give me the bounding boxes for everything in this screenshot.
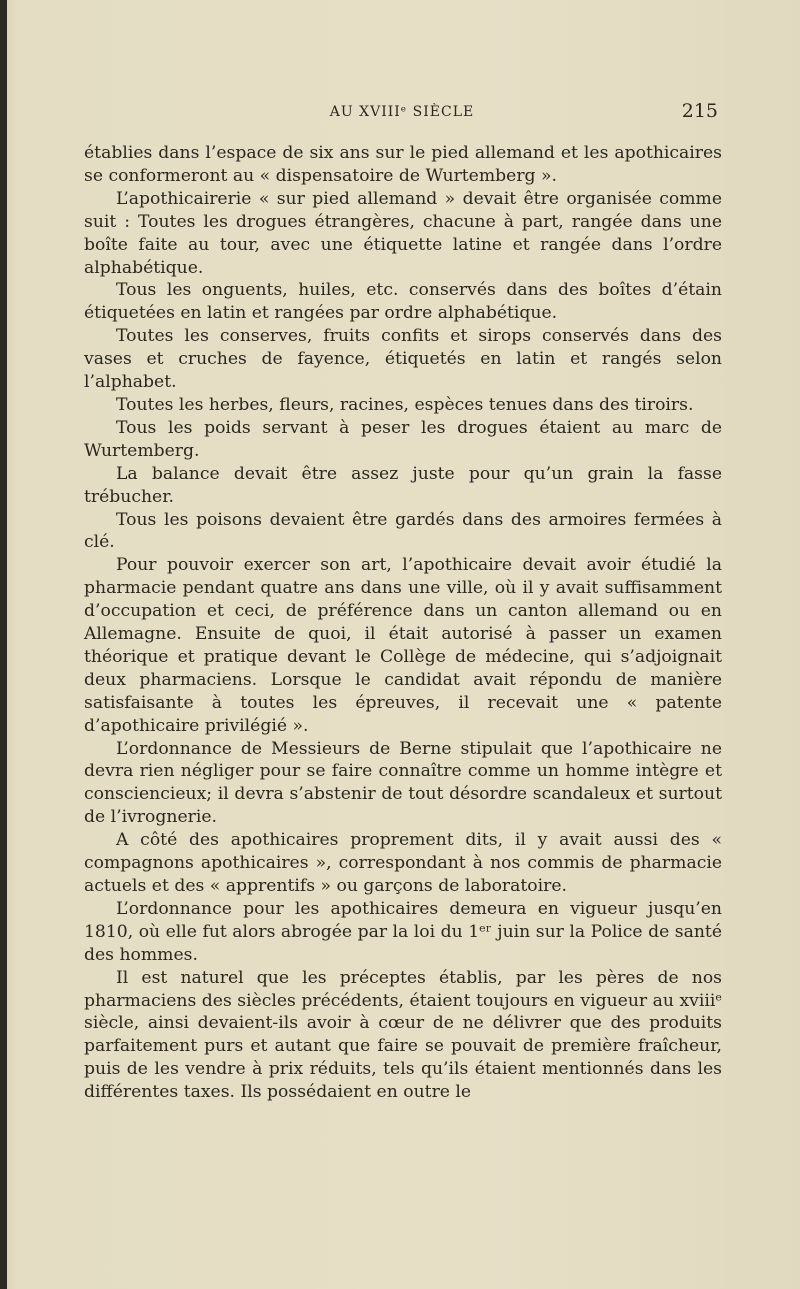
paragraph: Tous les poids servant à peser les drogues étaient au marc de Wurtemberg.: [84, 417, 722, 461]
page-number: 215: [681, 100, 718, 122]
binding-edge: [0, 0, 7, 1289]
paragraph: Toutes les herbes, fleurs, racines, espèces tenues dans des tiroirs.: [116, 394, 694, 415]
paragraph: L’apothicairerie « sur pied allemand » devait être organisée comme suit : Toutes les drogues étrangères, chacune à part, rangée dans une boîte faite au tour, avec une étiquette latine et rangée dans l’ordre alphabétique.: [84, 188, 722, 278]
page-header: [84, 100, 720, 130]
paragraph: Toutes les conserves, fruits confits et sirops conservés dans des vases et cruches de fayence, étiquetés en latin et rangés selon l’alphabet.: [84, 326, 722, 393]
paragraph: établies dans l’espace de six ans sur le pied allemand et les apothicaires se conformeront au « dispensatoire de Wurtemberg ».: [84, 143, 722, 186]
paragraph: Tous les poisons devaient être gardés dans des armoires fermées à clé.: [84, 509, 722, 553]
paragraph: Tous les onguents, huiles, etc. conservés dans des boîtes d’étain étiquetées en latin et rangées par ordre alphabétique.: [84, 280, 722, 324]
paragraph: L’ordonnance de Messieurs de Berne stipulait que l’apothicaire ne devra rien négliger pour se faire connaître comme un homme intègre et consciencieux; il devra s’abstenir de tout désordre scandaleux et surtout de l’ivrognerie.: [84, 738, 722, 828]
paragraph: La balance devait être assez juste pour qu’un grain la fasse trébucher.: [84, 463, 722, 507]
paragraph: L’ordonnance pour les apothicaires demeura en vigueur jusqu’en 1810, où elle fut alors abrogée par la loi du 1ᵉʳ juin sur la Police de santé des hommes.: [84, 898, 722, 965]
paragraph: Pour pouvoir exercer son art, l’apothicaire devait avoir étudié la pharmacie pendant quatre ans dans une ville, où il y avait suffisamment d’occupation et ceci, de préférence dans un canton allemand ou en Allemagne. Ensuite de quoi, il était autorisé à passer un examen théorique et pratique devant le Collège de médecine, qui s’adjoignait deux pharmaciens. Lorsque le candidat avait répondu de manière satisfaisante à toutes les épreuves, il recevait une « patente d’apothicaire privilégié ».: [84, 555, 722, 736]
body-text: [84, 142, 722, 1104]
running-title: AU XVIIIᵉ SIÈCLE: [329, 104, 475, 120]
paragraph: A côté des apothicaires proprement dits, il y avait aussi des « compagnons apothicaires », correspondant à nos commis de pharmacie actuels et des « apprentifs » ou garçons de laboratoire.: [84, 830, 722, 896]
paragraph: Il est naturel que les préceptes établis, par les pères de nos pharmaciens des siècles précédents, étaient toujours en vigueur au xviiiᵉ siècle, ainsi devaient-ils avoir à cœur de ne délivrer que des produits parfaitement purs et autant que faire se pouvait de première fraîcheur, puis de les vendre à prix réduits, tels qu’ils étaient mentionnés dans les différentes taxes. Ils possédaient en outre le: [84, 967, 722, 1103]
